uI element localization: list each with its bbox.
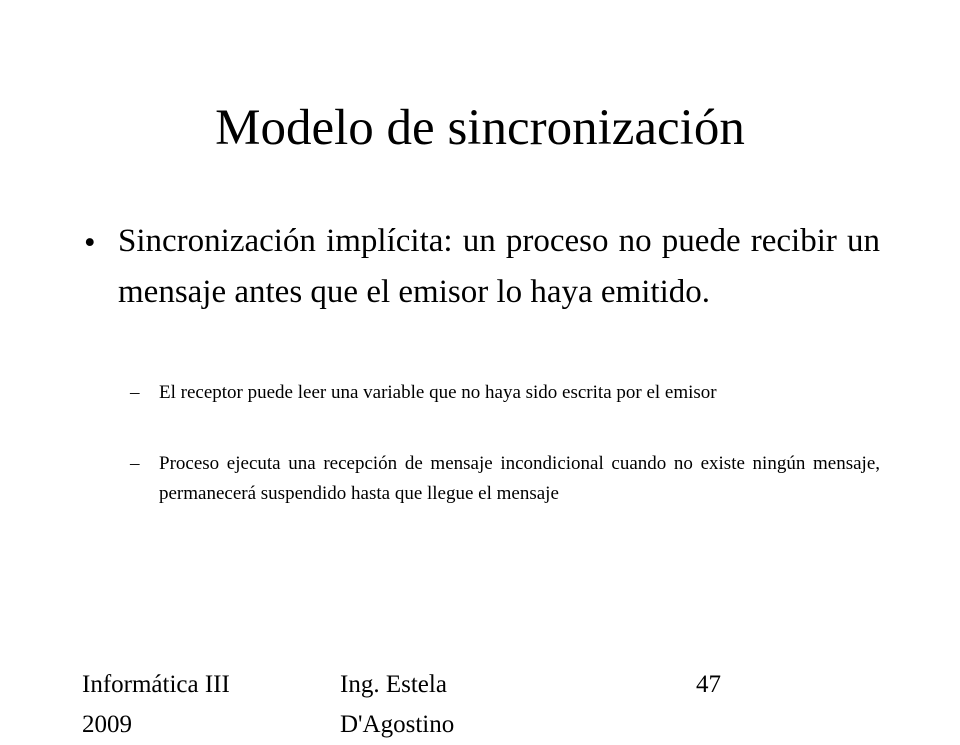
main-bullet (84, 216, 880, 318)
sub-bullet-2-text: Proceso ejecuta una recepción de mensaje incondicional cuando no existe ningún mensaje, permanecerá suspendido hasta que llegue el mensaje (159, 453, 880, 504)
sub-bullet-2 (130, 449, 880, 509)
sub-bullet-marker: – (130, 382, 140, 403)
sub-bullet-1-text: El receptor puede leer una variable que no haya sido escrita por el emisor (159, 382, 717, 403)
main-bullet-text: Sincronización implícita: un proceso no puede recibir un mensaje antes que el emisor lo haya emitido. (118, 223, 880, 310)
sub-bullet-marker: – (130, 453, 140, 474)
sub-bullet-1 (130, 378, 880, 408)
footer-page-number: 47 (696, 671, 721, 698)
footer-course: Informática III 2009 (82, 671, 230, 738)
bullet-marker: • (84, 225, 96, 261)
slide-title: Modelo de sincronización (215, 100, 745, 156)
footer-author: Ing. Estela D'Agostino (340, 671, 455, 738)
